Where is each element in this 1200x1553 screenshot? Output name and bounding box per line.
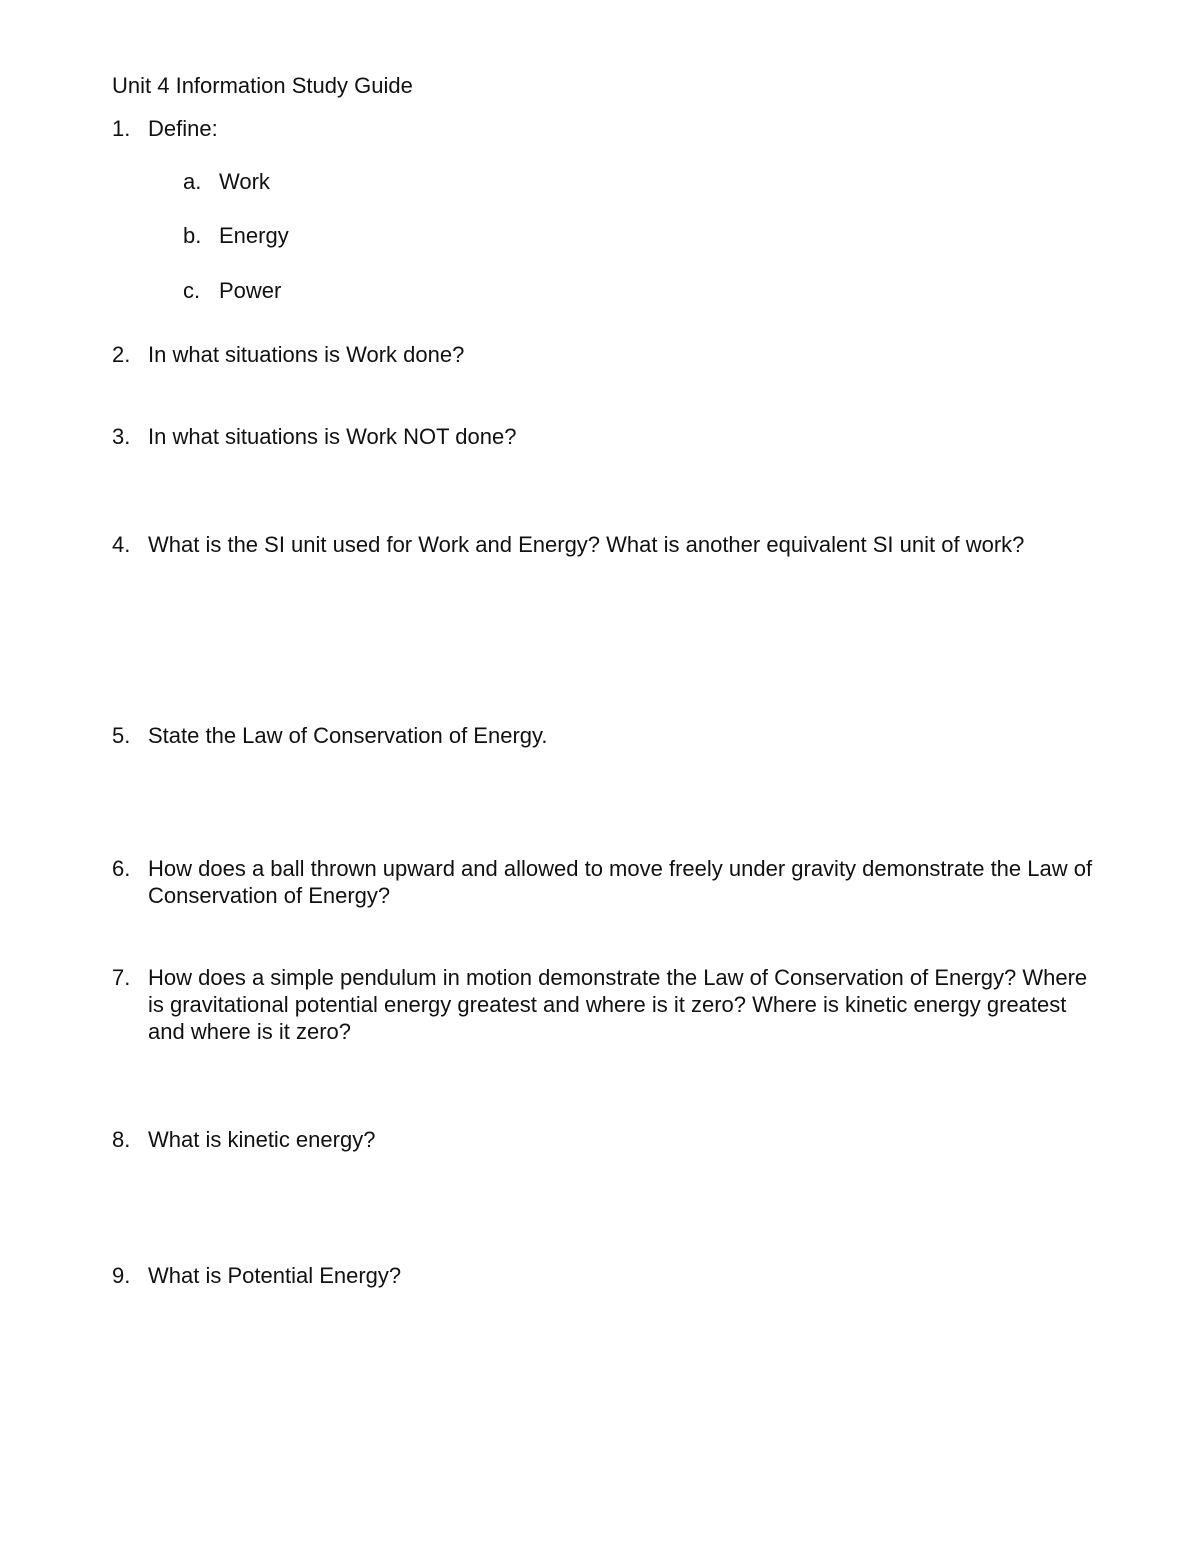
question-9 <box>112 1262 1102 1289</box>
question-text: What is kinetic energy? <box>148 1127 376 1152</box>
sub-item-text: Work <box>219 169 270 194</box>
question-text: In what situations is Work NOT done? <box>148 424 517 449</box>
question-number: 1. <box>112 116 131 141</box>
question-number: 6. <box>112 856 131 881</box>
question-number: 2. <box>112 342 131 367</box>
sub-item-c <box>183 277 281 304</box>
question-5 <box>112 722 1102 749</box>
question-1 <box>112 115 1102 142</box>
question-text: State the Law of Conservation of Energy. <box>148 723 548 748</box>
question-number: 8. <box>112 1127 131 1152</box>
question-6 <box>112 855 1102 909</box>
sub-item-text: Energy <box>219 223 289 248</box>
question-number: 9. <box>112 1263 131 1288</box>
sub-item-letter: c. <box>183 278 201 303</box>
question-4 <box>112 531 1102 558</box>
question-number: 4. <box>112 532 131 557</box>
question-number: 7. <box>112 965 131 990</box>
question-7 <box>112 964 1102 1045</box>
question-8 <box>112 1126 1102 1153</box>
sub-item-letter: a. <box>183 169 202 194</box>
sub-item-text: Power <box>219 278 282 303</box>
question-text: How does a simple pendulum in motion demonstrate the Law of Conservation of Energy? Where is gravitational potential energy greatest and where is it zero? Where is kinetic energy greatest and where is it zero? <box>148 965 1088 1044</box>
page-title: Unit 4 Information Study Guide <box>112 73 413 98</box>
question-3 <box>112 423 1102 450</box>
question-text: What is the SI unit used for Work and Energy? What is another equivalent SI unit of work? <box>148 532 1025 557</box>
sub-item-b <box>183 222 289 249</box>
question-2 <box>112 341 1102 368</box>
question-number: 3. <box>112 424 131 449</box>
question-text: What is Potential Energy? <box>148 1263 402 1288</box>
question-number: 5. <box>112 723 131 748</box>
question-text: In what situations is Work done? <box>148 342 465 367</box>
sub-item-letter: b. <box>183 223 202 248</box>
question-text: How does a ball thrown upward and allowed to move freely under gravity demonstrate the Law of Conservation of Energy? <box>148 856 1093 908</box>
sub-item-a <box>183 168 270 195</box>
question-text: Define: <box>148 116 218 141</box>
